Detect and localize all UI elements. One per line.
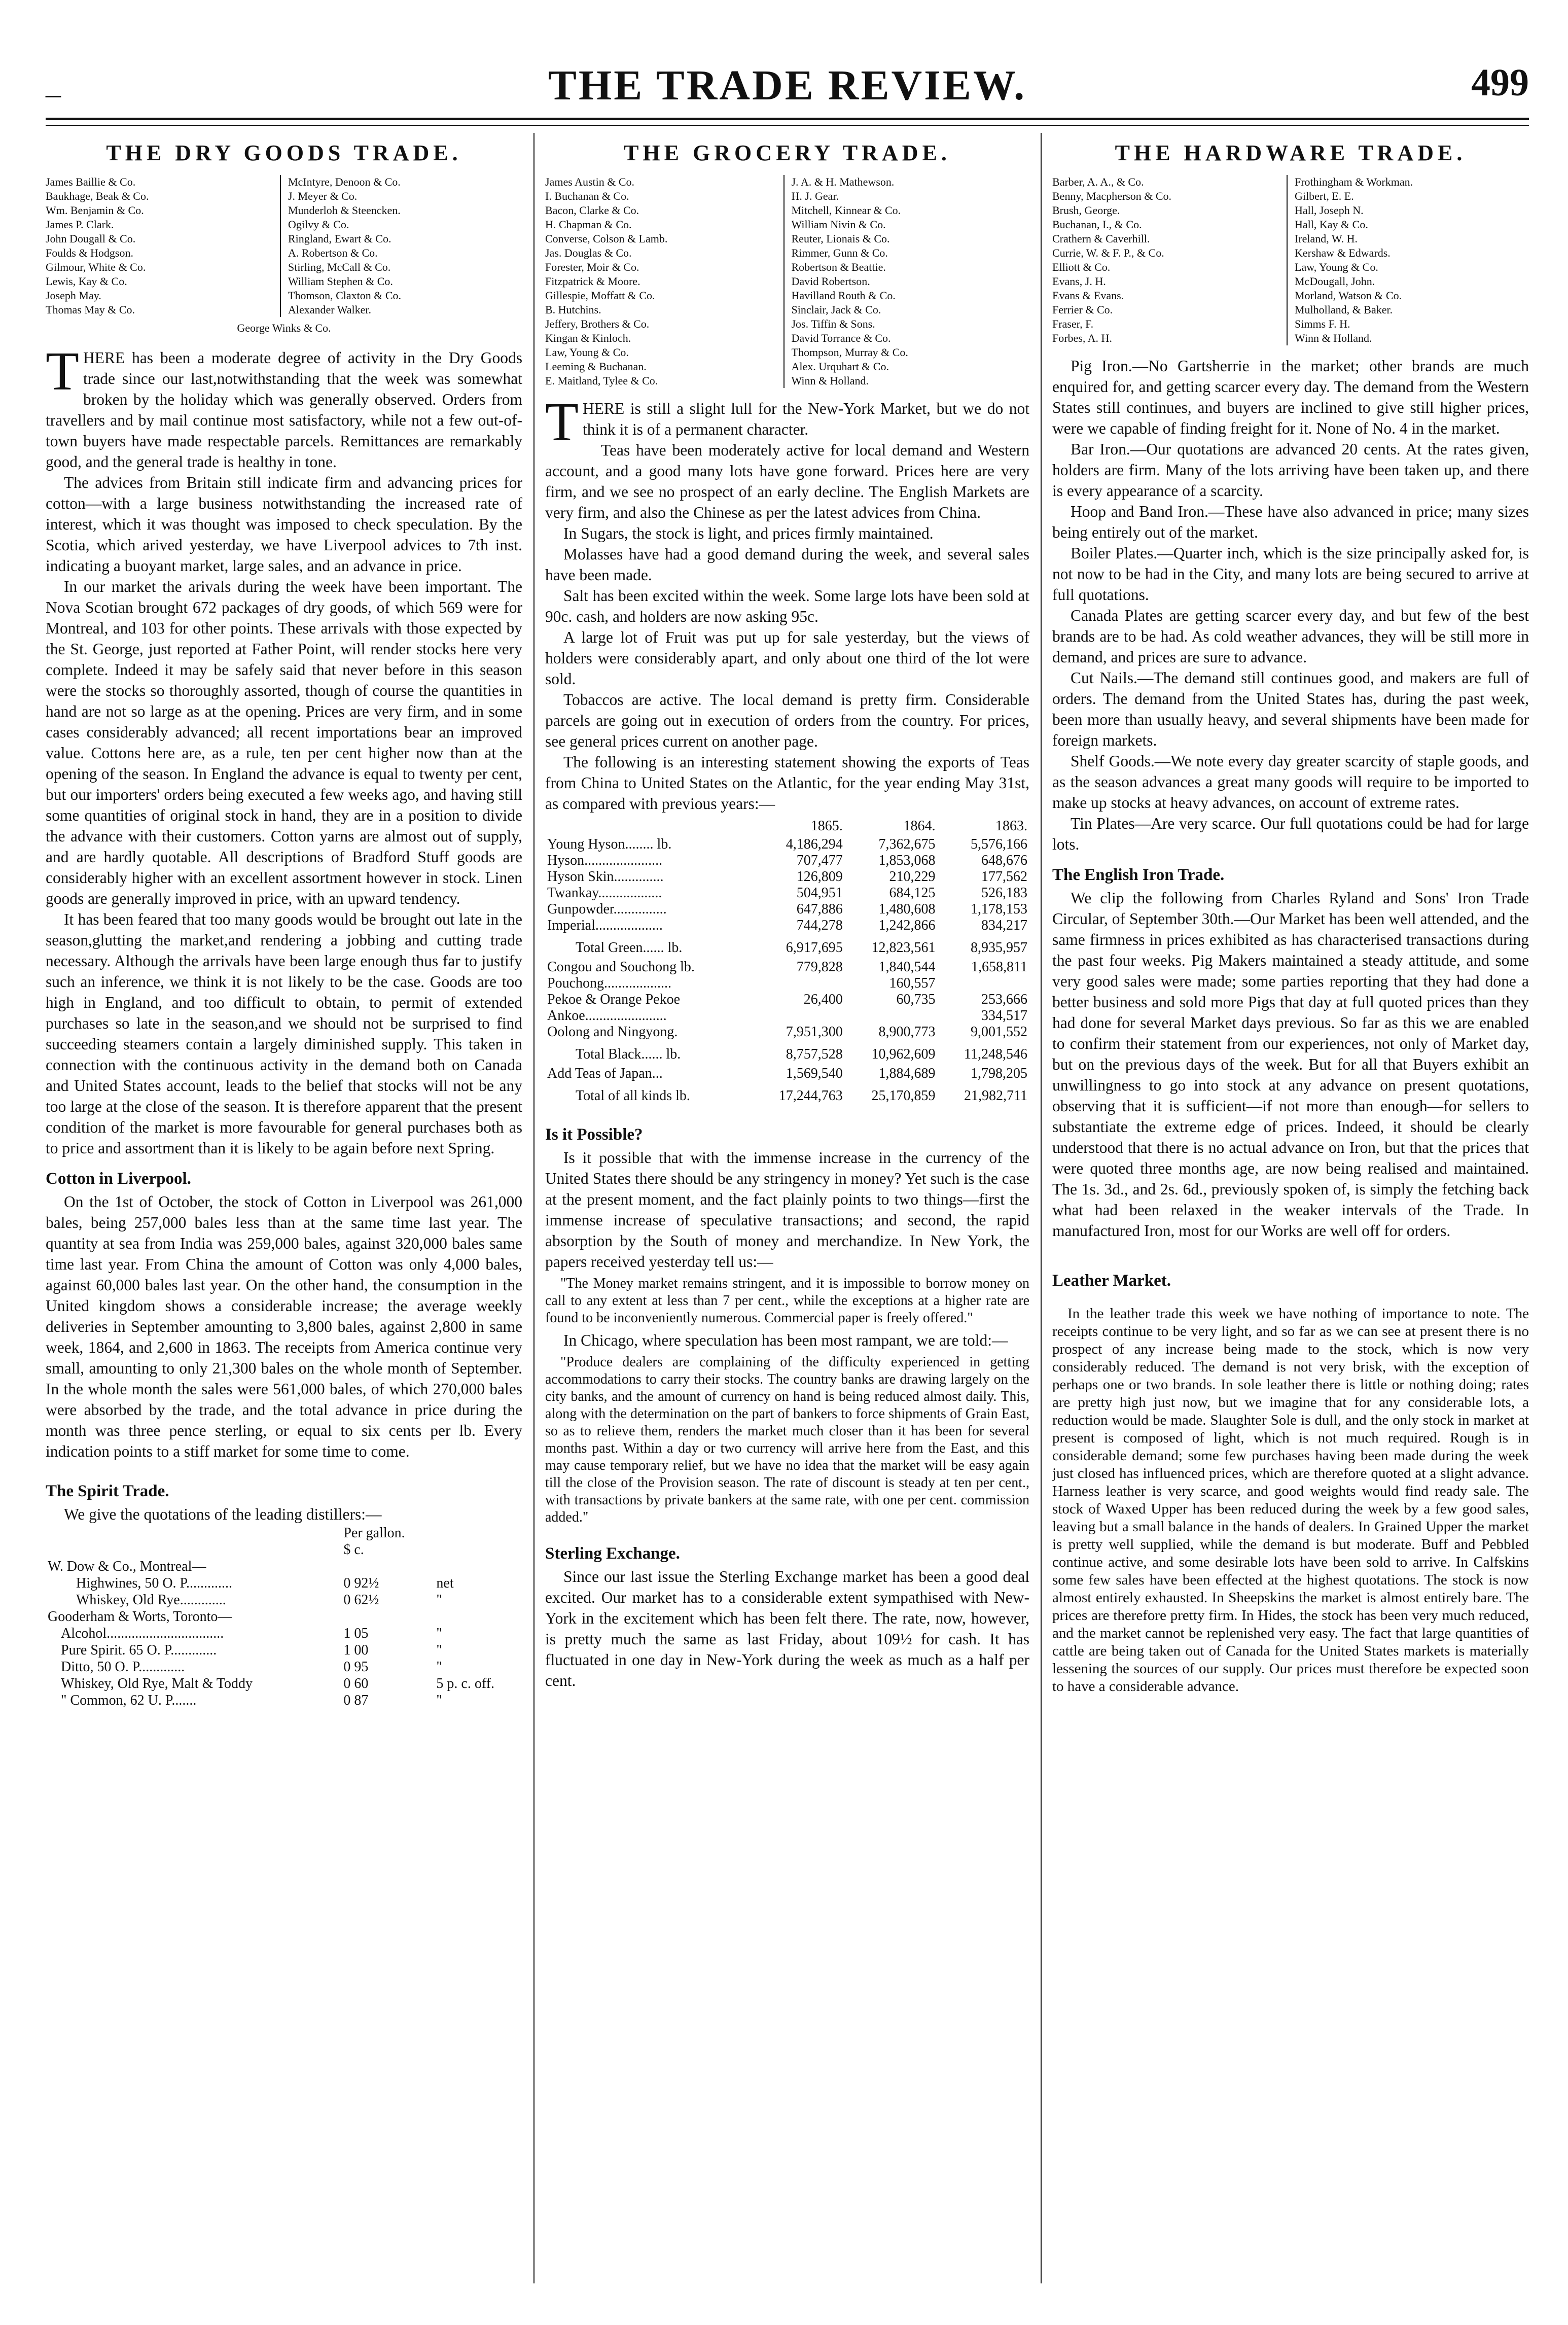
firm-name: Joseph May. (46, 289, 101, 302)
spirit-row (46, 1675, 522, 1692)
hardware-firm-list (1052, 175, 1529, 345)
tea-value (752, 1008, 845, 1024)
header-rule-thin (46, 125, 1529, 126)
firm-name: B. Hutchins. (545, 303, 601, 316)
masthead-left-mark: _ (46, 66, 61, 100)
tea-row (545, 975, 1029, 992)
possible-quote-2: "Produce dealers are complaining of the difficulty experienced in getting accommodations to carry their stocks. The country banks are drawing largely on the city banks, and the amount of currency on hand is being reduced almost daily. This, along with the determination on the part of bankers to force shipments of Grain East, so as to relieve them, renders the market much closer than it has been for several months past. Within a day or two currency will arrive here from the East, and this may cause temporary relief, but we have no idea that the market will be easy again till the close of the Provision season. The rate of discount is steady at ten per cent., with transactions by private bankers at the same rate, with one per cent. commission added." (545, 1354, 1029, 1525)
firm-name: Thomson, Claxton & Co. (288, 289, 402, 302)
tea-value: 160,557 (889, 975, 936, 991)
spirit-row (46, 1625, 522, 1642)
firm-name: Stirling, McCall & Co. (288, 261, 391, 273)
tea-value: 21,982,711 (964, 1088, 1027, 1104)
possible-heading: Is it Possible? (545, 1125, 643, 1144)
firm-column-right (783, 175, 1030, 388)
firm-name: Rimmer, Gunn & Co. (791, 246, 888, 259)
spirit-row (46, 1659, 522, 1675)
column-dry-goods (46, 133, 522, 2309)
firm-name: Barber, A. A., & Co. (1052, 175, 1144, 188)
tea-row (545, 1008, 1029, 1024)
firm-name: Crathern & Caverhill. (1052, 232, 1150, 245)
tea-row (545, 869, 1029, 885)
grocery-heading: THE GROCERY TRADE. (624, 140, 951, 165)
tea-value: 1,178,153 (971, 901, 1027, 917)
firm-name: H. J. Gear. (791, 190, 839, 202)
firm-name: Fraser, F. (1052, 318, 1094, 330)
tea-label: Ankoe....................... (547, 1008, 667, 1024)
tea-value (845, 1008, 938, 1024)
tea-value (752, 975, 845, 992)
dry-goods-heading: THE DRY GOODS TRADE. (106, 140, 462, 165)
firm-name: Bacon, Clarke & Co. (545, 204, 639, 217)
english-iron-heading: The English Iron Trade. (1052, 866, 1225, 884)
dry-goods-paragraph-3: In our market the arivals during the week have been important. The Nova Scotian brought 672 packages of dry goods, of which 569 were for Montreal, and 103 for other points. These arrivals with those expected by the St. George, just reported at Father Point, will render stocks here very complete. Indeed it may be safely said that never before in this season were the stocks so thoroughly assorted, though of course the quantities in hand are not so large as at the opening. Prices are very firm, and in some cases considerably advanced; all recent importations bear an improved value. Cottons here are, as a rule, ten per cent higher now than at the opening of the season. In England the advance is equal to twenty per cent, but our importers' orders being executed a few weeks ago, and having still some quantities of original stock in hand, they are in a position to divide the advance with their customers. Cotton yarns are almost out of supply, and are hardly quotable. All descriptions of Bradford Stuff goods are considerably higher with an excellent assortment however in stock. Linen goods are generally improved in price, with an upward tendency. (46, 578, 522, 907)
grocery-firm-list (545, 175, 1029, 388)
spirit-price: 0 92½ (343, 1575, 379, 1591)
firm-name: Mulholland, & Baker. (1295, 303, 1393, 316)
bar-iron-paragraph: Bar Iron.—Our quotations are advanced 20 cents. At the rates given, holders are firm. Many of the lots arriving have been taken up, and there is every appearance of a scarcity. (1052, 440, 1529, 500)
spirit-price: 1 00 (343, 1642, 369, 1658)
currency-label: $ c. (343, 1542, 364, 1558)
firm-name: Fitzpatrick & Moore. (545, 275, 640, 288)
tea-value: 1,480,608 (878, 901, 936, 917)
firm-name: Simms F. H. (1295, 318, 1350, 330)
spirit-note: " (436, 1642, 442, 1658)
firm-name: Kershaw & Edwards. (1295, 246, 1391, 259)
header-rule (46, 118, 1529, 120)
firm-name: J. A. & H. Mathewson. (791, 175, 895, 188)
possible-paragraph-2: In Chicago, where speculation has been most rampant, we are told:— (563, 1331, 1008, 1349)
tea-label: Young Hyson........ lb. (547, 836, 672, 852)
tea-value: 1,884,689 (878, 1066, 936, 1081)
hoop-band-paragraph: Hoop and Band Iron.—These have also advanced in price; many sizes being entirely out of the market. (1052, 503, 1529, 541)
dry-goods-paragraph-4: It has been feared that too many goods would be brought out late in the season,glutting the market,and rendering a jobbing and cutting trade necessary. Although the arrivals have been large enough thus far to justify such an inference, we think it is not likely to be the case. Goods are too high in England, and too difficult to obtain, to permit of extended purchases so late in the season,and we should not be surprised to find succeeding steamers contain a largely diminished supply. This taken in connection with the continuous activity in the demand both on Canada and United States account, leads to the belief that stocks will not be any too large at the close of the season. It is therefore apparent that the present condition of the market is more favourable for general purchases both as to price and assortment than it is likely to be again before next Spring. (46, 910, 522, 1157)
boiler-plates-paragraph: Boiler Plates.—Quarter inch, which is the size principally asked for, is not now to be had in the City, and many lots are being secured to arrive at full quotations. (1052, 544, 1529, 604)
firm-name: Ringland, Ewart & Co. (288, 232, 391, 245)
tea-value: 779,828 (796, 959, 843, 975)
tea-value: 707,477 (796, 853, 843, 868)
firm-name: William Nivin & Co. (791, 218, 886, 231)
tea-value: 526,183 (981, 885, 1027, 901)
spirit-note: " (436, 1659, 442, 1675)
cotton-heading: Cotton in Liverpool. (46, 1170, 191, 1188)
tea-label: Total Black...... lb. (576, 1046, 681, 1062)
tea-value: 17,244,763 (778, 1088, 843, 1104)
tea-row (545, 959, 1029, 975)
tea-value: 253,666 (981, 992, 1027, 1007)
tea-label: Total Green...... lb. (576, 940, 683, 956)
tea-value: 26,400 (803, 992, 843, 1007)
tea-total-row (545, 934, 1029, 959)
tea-value: 9,001,552 (971, 1024, 1027, 1040)
spirit-row (46, 1592, 522, 1608)
spirit-note: " (436, 1626, 442, 1641)
firm-name: Ireland, W. H. (1295, 232, 1358, 245)
firm-name: Law, Young & Co. (545, 346, 629, 359)
firm-name: Mitchell, Kinnear & Co. (791, 204, 901, 217)
tea-label: Oolong and Ningyong. (547, 1024, 678, 1040)
spirit-row (46, 1558, 522, 1575)
tea-row (545, 992, 1029, 1008)
spirit-label: Alcohol................................. (61, 1626, 224, 1641)
grocery-paragraph-5: Salt has been excited within the week. Some large lots have been sold at 90c. cash, and holders are now asking 95c. (545, 587, 1029, 625)
spirit-row (46, 1692, 522, 1709)
spirit-price: 0 62½ (343, 1592, 379, 1608)
tea-value: 648,676 (981, 853, 1027, 868)
tea-total-row (545, 1040, 1029, 1066)
firm-name: John Dougall & Co. (46, 232, 136, 245)
firm-name: Wm. Benjamin & Co. (46, 204, 144, 217)
firm-column-right (1287, 175, 1529, 345)
column-hardware (1052, 133, 1529, 2309)
masthead (46, 61, 1529, 112)
tea-label: Hyson...................... (547, 853, 663, 868)
tea-row (545, 853, 1029, 869)
year-1865: 1865. (810, 818, 843, 834)
firm-name: Ferrier & Co. (1052, 303, 1113, 316)
spirit-label: Pure Spirit. 65 O. P............. (61, 1642, 217, 1658)
tea-value: 1,569,540 (786, 1066, 843, 1081)
spirit-note: 5 p. c. off. (436, 1676, 494, 1692)
spirit-header-row (46, 1525, 522, 1541)
leather-paragraph: In the leather trade this week we have nothing of importance to note. The receipts continue to be very light, and so far as we can see at present there is no prospect of any increase being made to the stock, which is now very considerably reduced. The demand is not very brisk, with the exception of perhaps one or two brands. In sole leather there is little or nothing doing; rates are pretty high just now, but we imagine that for any considerable lots, a reduction would be made. Slaughter Sole is dull, and the only stock in market at present is composed of light, which is not much required. Rough is in considerable demand; some few purchases having been made during the week just closed has influenced prices, which are therefore quoted at a slight advance. Harness leather is very scarce, and good weights would find ready sale. The stock of Waxed Upper has been reduced during the week by a few good sales, leaving but a small balance in the hands of dealers. In Grained Upper the market is pretty well supplied, while the demand is but moderate. Buff and Pebbled continue active, and some desirable lots have been sold to arrive. In Calfskins some few sales have been effected at the highest quotations. The stock is now almost entirely exhausted. In Sheepskins the market is almost entirely bare. The prices are therefore pretty firm. In Hides, the stock has been very much reduced, and the market cannot be replenished very easy. The fact that large quantities of cattle are being taken out of Canada for the United States markets is materially lessening the sources of our supply. Our prices must therefore be expected soon to have a considerable advance. (1052, 1306, 1529, 1695)
firm-name: James P. Clark. (46, 218, 114, 231)
firm-name: Hall, Joseph N. (1295, 204, 1364, 217)
grocery-paragraph-3: In Sugars, the stock is light, and prices firmly maintained. (563, 524, 934, 542)
grocery-paragraph-2: Teas have been moderately active for local demand and Western account, and a good many lots have gone forward. Prices here are very firm, and we see no prospect of an early decline. The English Markets are very firm, and also the Chinese as per the latest advices from China. (545, 441, 1029, 521)
tea-row (545, 918, 1029, 934)
per-gallon-label: Per gallon. (343, 1525, 405, 1541)
year-1863: 1863. (995, 818, 1027, 834)
grocery-paragraph-7: Tobaccos are active. The local demand is pretty firm. Considerable parcels are going out in execution of orders from the country. For prices, see general prices current on another page. (545, 691, 1029, 750)
year-1864: 1864. (903, 818, 936, 834)
tea-row (545, 885, 1029, 901)
canada-plates-paragraph: Canada Plates are getting scarcer every day, and but few of the best brands are to be had. As cold weather advances, they will be still more in demand, and prices are sure to advance. (1052, 607, 1529, 666)
tea-label: Gunpowder............... (547, 901, 667, 917)
tea-value: 11,248,546 (964, 1046, 1027, 1062)
tea-label: Add Teas of Japan... (547, 1066, 663, 1081)
tea-label: Congou and Souchong lb. (547, 959, 695, 975)
dry-goods-paragraph-2: The advices from Britain still indicate firm and advancing prices for cotton—with a large business notwithstanding the increased rate of interest, which it was thought was imposed to check speculation. By the Scotia, which arived yesterday, we have Liverpool advices to 7th inst. indicating a buoyant market, large sales, and an advance in price. (46, 474, 522, 575)
firm-name: Alex. Urquhart & Co. (791, 360, 889, 373)
tea-label: Pouchong................... (547, 975, 671, 991)
page-title: THE TRADE REVIEW. (548, 62, 1027, 109)
firm-name: I. Buchanan & Co. (545, 190, 629, 202)
tea-value: 8,757,528 (786, 1046, 843, 1062)
firm-name: Buchanan, I., & Co. (1052, 218, 1142, 231)
spirit-price: 1 05 (343, 1626, 369, 1641)
spirit-heading: The Spirit Trade. (46, 1482, 169, 1500)
tea-value: 60,735 (896, 992, 936, 1007)
firm-name: Law, Young & Co. (1295, 261, 1378, 273)
firm-name: Munderloh & Steencken. (288, 204, 401, 217)
leather-heading: Leather Market. (1052, 1272, 1171, 1290)
dry-goods-firm-list (46, 175, 522, 317)
firm-name: Lewis, Kay & Co. (46, 275, 127, 288)
sterling-heading: Sterling Exchange. (545, 1544, 680, 1563)
firm-name: Gilmour, White & Co. (46, 261, 146, 273)
spirit-note: " (436, 1693, 442, 1708)
firm-name: Jos. Tiffin & Sons. (791, 318, 875, 330)
spirit-label: Whiskey, Old Rye............. (76, 1592, 226, 1608)
tea-row (545, 1024, 1029, 1040)
firm-name: Leeming & Buchanan. (545, 360, 647, 373)
spirit-row (46, 1642, 522, 1659)
tea-label: Pekoe & Orange Pekoe (547, 992, 681, 1007)
firm-column-left (1052, 175, 1287, 345)
firm-name: Thompson, Murray & Co. (791, 346, 908, 359)
possible-paragraph-1: Is it possible that with the immense increase in the currency of the United States there should be any stringency in money? Yet such is the case at the present moment, and the fact plainly points to two things—first the immense increase of speculative transactions; and second, the rapid absorption by the South of money and merchandize. In New York, the papers received yesterday tell us:— (545, 1149, 1029, 1271)
firm-name: Havilland Routh & Co. (791, 289, 896, 302)
page-number: 499 (1471, 61, 1529, 104)
pig-iron-paragraph: Pig Iron.—No Gartsherrie in the market; other brands are much enquired for, and getting scarcer every day. The demand from the Western States still continues, and buyers are inclined to give still higher prices, were we capable of finding freight for it. None of No. 4 in the market. (1052, 357, 1529, 437)
tea-value: 334,517 (981, 1008, 1027, 1024)
tea-value: 1,840,544 (878, 959, 936, 975)
tea-value: 8,935,957 (971, 940, 1027, 956)
firm-name: Forester, Moir & Co. (545, 261, 639, 273)
tea-value: 12,823,561 (871, 940, 936, 956)
drop-cap: T (46, 341, 79, 402)
tea-value: 5,576,166 (971, 836, 1027, 852)
spirit-label: Whiskey, Old Rye, Malt & Toddy (61, 1676, 253, 1692)
spirit-note: net (436, 1575, 454, 1591)
tea-value: 1,798,205 (971, 1066, 1027, 1081)
dry-goods-paragraph-1: THERE has been a moderate degree of activity in the Dry Goods trade since our last,notwithstanding that the week was somewhat broken by the holiday which was generally observed. Orders from travellers and by mail continue most satisfactory, while not a few out-of-town buyers have made respectable parcels. Remittances are remarkably good, and the general trade is healthy in tone. (46, 341, 522, 471)
column-divider-1 (533, 133, 534, 2283)
shelf-goods-paragraph: Shelf Goods.—We note every day greater scarcity of staple goods, and as the season advances a great many goods will require to be imported to make up stocks at heavy advances, on account of extreme rates. (1052, 752, 1529, 812)
spirit-price: 0 87 (343, 1693, 369, 1708)
tea-value: 684,125 (889, 885, 936, 901)
drop-cap: T (545, 392, 579, 452)
grocery-paragraph-8: The following is an interesting statement showing the exports of Teas from China to United States on the Atlantic, for the year ending May 31st, as compared with previous years:— (545, 753, 1029, 813)
column-grocery (545, 133, 1029, 2309)
firm-name: Brush, George. (1052, 204, 1120, 217)
firm-name: David Torrance & Co. (791, 332, 891, 344)
firm-name: Foulds & Hodgson. (46, 246, 133, 259)
firm-name: Ogilvy & Co. (288, 218, 349, 231)
tea-value: 177,562 (981, 869, 1027, 885)
firm-name: Benny, Macpherson & Co. (1052, 190, 1172, 202)
spirit-price: 0 60 (343, 1676, 369, 1692)
tea-years-row (545, 818, 1029, 836)
firm-name: James Baillie & Co. (46, 175, 136, 188)
sterling-paragraph: Since our last issue the Sterling Exchange market has been a good deal excited. Our market has to a considerable extent sympathised with New-York in the excitement which has been felt there. The rate, now, however, is pretty much the same as last Friday, about 109½ for cash. It has fluctuated in one day in New-York during the week as much as a half per cent. (545, 1568, 1029, 1689)
spirit-price: 0 95 (343, 1659, 369, 1675)
firm-name: Winn & Holland. (791, 374, 869, 387)
possible-quote-1: "The Money market remains stringent, and it is impossible to borrow money on call to any extent at less than 7 per cent., while the exceptions at a higher rate are found to be inconveniently numerous. Commercial paper is freely offered." (545, 1276, 1029, 1326)
firm-name: Sinclair, Jack & Co. (791, 303, 881, 316)
english-iron-paragraph: We clip the following from Charles Ryland and Sons' Iron Trade Circular, of September 30th.—Our Market has been well attended, and the same firmness in prices exhibited as has characterised transactions during the past four weeks. Pig Makers maintained a steady attitude, and some very good sales were made; some parties reporting that they had done a better business and sold more Pigs that day at full quoted prices than they had done for several Market days previous. So far as this we are enabled to confirm their statement from our experiences, not only of Market day, but on the previous days of the week. But for all that Buyers exhibit an unwillingness to go into stock at any advance on present quotations, observing that it is sufficient—if not more than enough—for sellers to substantiate the extreme edge of prices. Indeed, it should be clearly understood that there is no actual advance on Iron, but that the prices that were quoted three months age, are now being realised and maintained. The 1s. 3d., and 2s. 6d., previously spoken of, is simply the fetching back what had been relaxed in the weaker intervals of the Trade. In manufactured Iron, most for our Works are well off for orders. (1052, 889, 1529, 1240)
firm-name: Winn & Holland. (1295, 332, 1372, 344)
firm-name: Kingan & Kinloch. (545, 332, 631, 344)
tea-row (545, 1066, 1029, 1082)
firm-name: Robertson & Beattie. (791, 261, 886, 273)
firm-name: H. Chapman & Co. (545, 218, 632, 231)
spirit-currency-row (46, 1541, 522, 1558)
tea-value: 126,809 (796, 869, 843, 885)
firm-name: McDougall, John. (1295, 275, 1375, 288)
tin-plates-paragraph: Tin Plates—Are very scarce. Our full quotations could be had for large lots. (1052, 815, 1529, 853)
spirit-note (434, 1558, 522, 1575)
firm-name: Jeffery, Brothers & Co. (545, 318, 650, 330)
firm-column-right (280, 175, 522, 317)
firm-name: J. Meyer & Co. (288, 190, 358, 202)
spirit-label: " Common, 62 U. P....... (61, 1693, 197, 1708)
tea-value: 25,170,859 (871, 1088, 936, 1104)
spirit-note: " (436, 1592, 442, 1608)
firm-column-left (545, 175, 783, 388)
spirit-label: Ditto, 50 O. P............. (61, 1659, 185, 1675)
tea-value: 210,229 (889, 869, 936, 885)
firm-center: George Winks & Co. (237, 322, 331, 334)
firm-name: Elliott & Co. (1052, 261, 1111, 273)
firm-name: McIntyre, Denoon & Co. (288, 175, 401, 188)
spirit-price (341, 1608, 434, 1625)
firm-name: Alexander Walker. (288, 303, 371, 316)
tea-total-row (545, 1082, 1029, 1107)
tea-value: 4,186,294 (786, 836, 843, 852)
tea-value: 1,242,866 (878, 918, 936, 933)
column-divider-2 (1041, 133, 1042, 2283)
firm-name: Evans & Evans. (1052, 289, 1124, 302)
spirit-label: Highwines, 50 O. P............. (76, 1575, 233, 1591)
grocery-paragraph-4: Molasses have had a good demand during the week, and several sales have been made. (545, 545, 1029, 584)
spirit-price-table (46, 1525, 522, 1709)
spirit-row (46, 1575, 522, 1592)
spirit-note (434, 1608, 522, 1625)
tea-label: Imperial................... (547, 918, 663, 933)
firm-name: Evans, J. H. (1052, 275, 1106, 288)
firm-name: Thomas May & Co. (46, 303, 135, 316)
tea-value: 1,853,068 (878, 853, 936, 868)
tea-value: 1,658,811 (971, 959, 1027, 975)
tea-label: Twankay.................. (547, 885, 662, 901)
firm-name: Gilbert, E. E. (1295, 190, 1354, 202)
firm-name: Currie, W. & F. P., & Co. (1052, 246, 1164, 259)
firm-name: William Stephen & Co. (288, 275, 393, 288)
firm-name: E. Maitland, Tylee & Co. (545, 374, 658, 387)
firm-name: Hall, Kay & Co. (1295, 218, 1368, 231)
tea-value: 647,886 (796, 901, 843, 917)
tea-value: 744,278 (796, 918, 843, 933)
firm-name: Baukhage, Beak & Co. (46, 190, 149, 202)
tea-value (938, 975, 1029, 992)
firm-name: Reuter, Lionais & Co. (791, 232, 890, 245)
spirit-label: Gooderham & Worts, Toronto— (48, 1609, 232, 1625)
spirit-label: W. Dow & Co., Montreal— (48, 1559, 206, 1574)
cotton-paragraph: On the 1st of October, the stock of Cotton in Liverpool was 261,000 bales, being 257,000 bales less than at the same time last year. The quantity at sea from India was 259,000 bales, against 320,000 bales same time last year. From China the amount of Cotton was only 4,000 bales, against 60,000 bales last year. On the other hand, the consumption in the United kingdom shows a considerable increase; the average weekly deliveries in September amounting to 3,800 bales, against 2,800 in same week, 1864, and 2,600 in 1863. The receipts from America continue very small, amounting to only 21,300 bales on the whole month of September. In the whole month the sales were 561,000 bales, of which 270,000 bales were absorbed by the trade, and the total advance in price during the month was three pence sterling, or equal to six cents per lb. Every indication points to a stiff market for some time to come. (46, 1193, 522, 1460)
tea-value: 504,951 (796, 885, 843, 901)
grocery-paragraph-6: A large lot of Fruit was put up for sale yesterday, but the views of holders were considerably apart, and only about one third of the lot were sold. (545, 628, 1029, 688)
firm-name: David Robertson. (791, 275, 870, 288)
tea-row (545, 901, 1029, 918)
tea-exports-table (545, 818, 1029, 1107)
firm-name: A. Robertson & Co. (288, 246, 378, 259)
tea-value: 7,362,675 (878, 836, 936, 852)
firm-name: Morland, Watson & Co. (1295, 289, 1402, 302)
tea-value: 10,962,609 (871, 1046, 936, 1062)
tea-value: 7,951,300 (786, 1024, 843, 1040)
tea-value: 8,900,773 (878, 1024, 936, 1040)
firm-column-left (46, 175, 280, 317)
firm-name: Converse, Colson & Lamb. (545, 232, 668, 245)
spirit-price (341, 1558, 434, 1575)
tea-label: Hyson Skin.............. (547, 869, 664, 885)
firm-name: James Austin & Co. (545, 175, 635, 188)
tea-row (545, 836, 1029, 853)
spirit-intro: We give the quotations of the leading distillers:— (64, 1505, 382, 1523)
tea-label: Total of all kinds lb. (576, 1088, 690, 1104)
firm-name: Gillespie, Moffatt & Co. (545, 289, 655, 302)
tea-value: 834,217 (981, 918, 1027, 933)
spirit-row (46, 1608, 522, 1625)
firm-name: Forbes, A. H. (1052, 332, 1112, 344)
grocery-paragraph-1: THERE is still a slight lull for the New-York Market, but we do not think it is of a permanent character. (545, 392, 1029, 452)
tea-value: 6,917,695 (786, 940, 843, 956)
hardware-heading: THE HARDWARE TRADE. (1115, 140, 1467, 165)
cut-nails-paragraph: Cut Nails.—The demand still continues good, and makers are full of orders. The demand from the United States has, during the past week, been more than usually heavy, and several shipments have been made for foreign markets. (1052, 669, 1529, 749)
firm-name: Frothingham & Workman. (1295, 175, 1413, 188)
firm-name: Jas. Douglas & Co. (545, 246, 632, 259)
